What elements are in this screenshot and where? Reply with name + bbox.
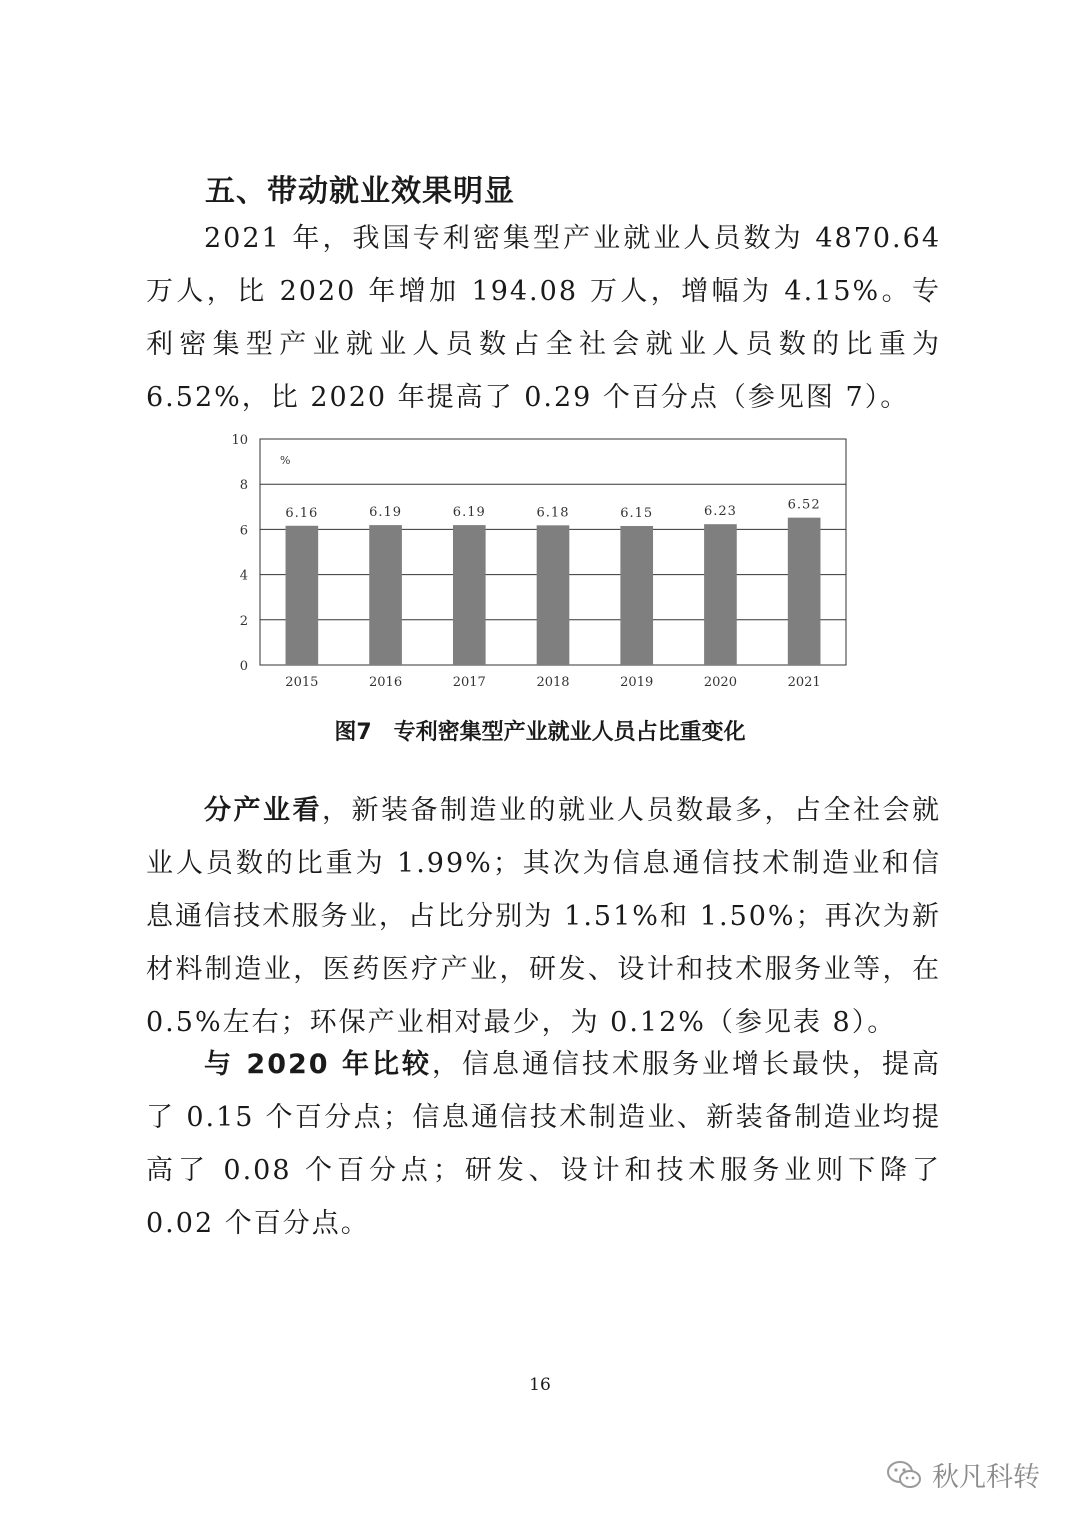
- paragraph-by-industry-body: ，新装备制造业的就业人员数最多，占全社会就业人员数的比重为 1.99%；其次为信息通信技术制造业和信息通信技术服务业，占比分别为 1.51%和 1.50%；再次为新材料制造业，医药医疗产业，研发、设计和技术服务业等，在 0.5%左右；环保产业相对最少，为 0.12%（参见表 8）。: [146, 795, 941, 1038]
- wechat-icon: [886, 1460, 922, 1490]
- y-tick-label: 4: [239, 568, 248, 584]
- x-tick-label: 2020: [703, 675, 737, 690]
- paragraph-by-industry: [146, 784, 941, 1049]
- bar-chart-svg: [228, 430, 858, 700]
- data-label: 6.15: [620, 506, 654, 522]
- y-tick-label: 8: [239, 478, 248, 494]
- figure-caption: [0, 715, 1080, 746]
- x-tick-label: 2016: [369, 675, 403, 690]
- x-tick-label: 2017: [452, 675, 486, 690]
- page-number: 16: [529, 1375, 551, 1395]
- bar-2018: [537, 525, 570, 665]
- data-label: 6.16: [285, 505, 319, 521]
- data-label: 6.18: [536, 505, 570, 521]
- bar-2015: [286, 526, 319, 665]
- y-tick-label: 0: [239, 659, 248, 674]
- y-tick-label: 10: [231, 433, 248, 448]
- bar-chart: [228, 430, 858, 700]
- x-tick-label: 2019: [620, 675, 654, 690]
- paragraph-employment-total: 2021 年，我国专利密集型产业就业人员数为 4870.64 万人，比 2020 年增加 194.08 万人，增幅为 4.15%。专利密集型产业就业人员数占全社会就业人员数的比重为 6.52%，比 2020 年提高了 0.29 个百分点（参见图 7）。: [146, 223, 941, 413]
- bar-2016: [369, 525, 402, 665]
- data-label: 6.19: [452, 505, 486, 521]
- watermark-text: 秋凡科转: [932, 1462, 1040, 1493]
- unit-label: %: [280, 454, 291, 467]
- data-label: 6.19: [369, 505, 403, 521]
- x-tick-label: 2015: [285, 675, 319, 690]
- paragraph-vs-2020: [146, 1038, 941, 1250]
- figure-number: 图7: [334, 720, 372, 745]
- data-label: 6.52: [787, 497, 821, 513]
- watermark: [886, 1455, 1040, 1494]
- y-tick-label: 6: [239, 523, 248, 539]
- paragraph-vs-2020-lead: 与 2020 年比较: [204, 1049, 432, 1080]
- bar-2017: [453, 525, 486, 665]
- paragraph-vs-2020-body: ，信息通信技术服务业增长最快，提高了 0.15 个百分点；信息通信技术制造业、新装备制造业均提高了 0.08 个百分点；研发、设计和技术服务业则下降了 0.02 个百分点。: [146, 1049, 942, 1239]
- data-label: 6.23: [703, 504, 737, 520]
- x-tick-label: 2021: [787, 675, 821, 690]
- bar-2021: [788, 518, 821, 665]
- paragraph-by-industry-lead: 分产业看: [204, 795, 322, 826]
- figure-title: 专利密集型产业就业人员占比重变化: [393, 720, 746, 745]
- bar-2020: [704, 524, 737, 665]
- bar-2019: [620, 526, 653, 665]
- x-tick-label: 2018: [536, 675, 570, 690]
- y-tick-label: 2: [239, 613, 248, 629]
- section-heading: 五、带动就业效果明显: [205, 174, 515, 209]
